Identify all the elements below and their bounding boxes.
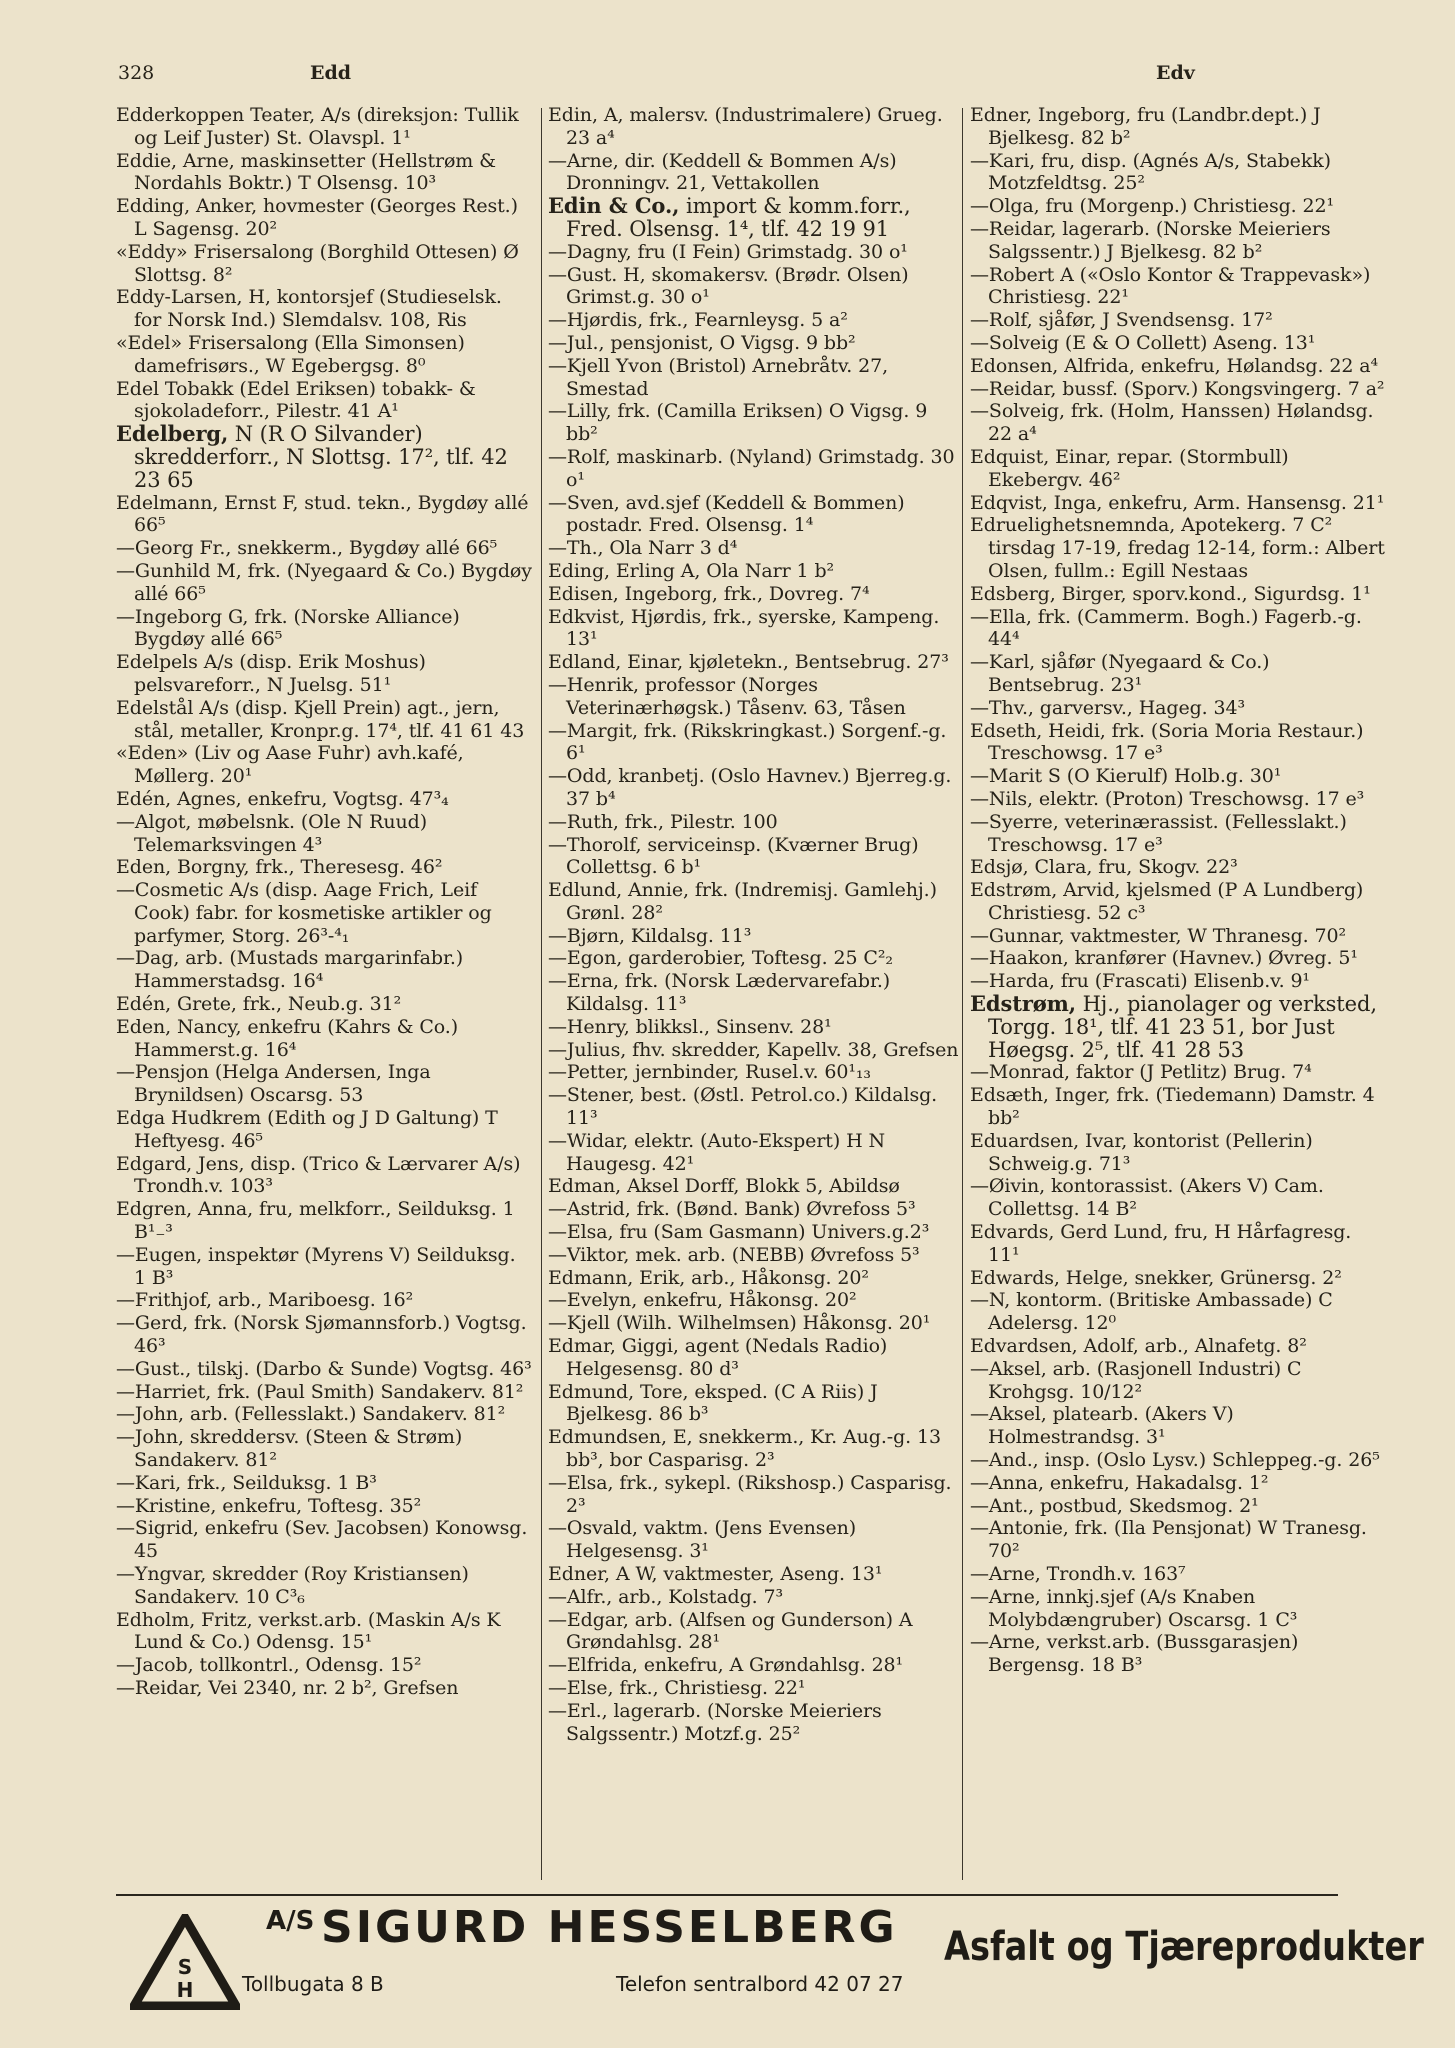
directory-entry: Edqvist, Inga, enkefru, Arm. Hansensg. 21¹ <box>970 491 1385 514</box>
directory-entry: Eddie, Arne, maskinsetter (Hellstrøm & Nordahls Boktr.) T Olsensg. 10³ <box>116 149 496 195</box>
directory-entry: —Rolf, maskinarb. (Nyland) Grimstadg. 30 o¹ <box>548 445 955 491</box>
directory-entry: —Yngvar, skredder (Roy Kristiansen) Sandakerv. 10 C³₆ <box>116 1563 469 1608</box>
directory-entry: Edsjø, Clara, fru, Skogv. 22³ <box>970 856 1238 879</box>
directory-entry: —John, skreddersv. (Steen & Strøm) Sandakerv. 81² <box>116 1426 463 1472</box>
directory-entry: Edelstål A/s (disp. Kjell Prein) agt., jern, stål, metaller, Kronpr.g. 17⁴, tlf. 41 61 43 <box>116 696 525 742</box>
directory-entry: —Monrad, faktor (J Petlitz) Brug. 7⁴ <box>970 1061 1312 1084</box>
directory-entry: —Viktor, mek. arb. (NEBB) Øvrefoss 5³ <box>548 1243 920 1266</box>
directory-entry: —Ella, frk. (Cammerm. Bogh.) Fagerb.-g. 44⁴ <box>970 605 1362 651</box>
directory-entry: —Kristine, enkefru, Toftesg. 35² <box>116 1494 422 1517</box>
directory-entry: Edvards, Gerd Lund, fru, H Hårfagresg. 11¹ <box>970 1221 1352 1266</box>
guide-word-first: Edd <box>310 62 352 84</box>
directory-entry: Edonsen, Alfrida, enkefru, Hølandsg. 22 a⁴ <box>970 354 1379 377</box>
directory-entry: —Harriet, frk. (Paul Smith) Sandakerv. 81² <box>116 1380 524 1403</box>
directory-entry: Edel Tobakk (Edel Eriksen) tobakk- & sjokoladeforr., Pilestr. 41 A¹ <box>116 377 476 423</box>
advertisement-divider <box>116 1894 1338 1896</box>
directory-entry: —Egon, garderobier, Toftesg. 25 C²₂ <box>548 947 893 970</box>
directory-entry: —Evelyn, enkefru, Håkonsg. 20² <box>548 1289 857 1312</box>
directory-entry: —Jul., pensjonist, O Vigsg. 9 bb² <box>548 331 856 354</box>
directory-entry: —John, arb. (Fellesslakt.) Sandakerv. 81² <box>116 1403 506 1426</box>
directory-entry: Edgard, Jens, disp. (Trico & Lærvarer A/s) Trondh.v. 103³ <box>116 1152 521 1198</box>
directory-entry: —Stener, best. (Østl. Petrol.co.) Kildalsg. 11³ <box>548 1084 938 1130</box>
advertisement <box>116 1900 1424 2020</box>
directory-entry: Edmundsen, E, snekkerm., Kr. Aug.-g. 13 bb³, bor Casparisg. 2³ <box>548 1426 942 1472</box>
directory-entry: —Dag, arb. (Mustads margarinfabr.) Hammerstadsg. 16⁴ <box>116 947 464 993</box>
directory-entry: —Gerd, frk. (Norsk Sjømannsforb.) Vogtsg. 46³ <box>116 1312 527 1358</box>
directory-columns <box>116 104 1385 1886</box>
directory-entry: —Marit S (O Kierulf) Holb.g. 30¹ <box>970 765 1282 788</box>
directory-entry: —Thv., garversv., Hageg. 34³ <box>970 696 1246 719</box>
directory-entry: —Kari, frk., Seilduksg. 1 B³ <box>116 1471 377 1494</box>
entry-name-bold: Edin & Co., <box>548 193 680 219</box>
directory-entry: Edin, A, malersv. (Industrimalere) Grueg. 23 a⁴ <box>548 104 943 149</box>
company-phone: Telefon sentralbord 42 07 27 <box>616 1972 904 1996</box>
directory-entry: —Julius, fhv. skredder, Kapellv. 38, Grefsen <box>548 1038 959 1061</box>
page-header <box>118 62 1398 90</box>
directory-entry: —Nils, elektr. (Proton) Treschowsg. 17 e³ <box>970 787 1365 810</box>
directory-entry: —Antonie, frk. (Ila Pensjonat) W Tranesg. 70² <box>970 1517 1367 1563</box>
directory-entry: Edmar, Giggi, agent (Nedals Radio) Helgesensg. 80 d³ <box>548 1335 888 1380</box>
directory-entry: —Aksel, platearb. (Akers V) Holmestrandsg. 3¹ <box>970 1403 1234 1449</box>
directory-entry: —Th., Ola Narr 3 d⁴ <box>548 537 738 560</box>
directory-entry: Eding, Erling A, Ola Narr 1 b² <box>548 559 835 582</box>
directory-entry: «Eden» (Liv og Aase Fuhr) avh.kafé, Møllerg. 20¹ <box>116 742 464 788</box>
directory-entry: —Kjell (Wilh. Wilhelmsen) Håkonsg. 20¹ <box>548 1312 931 1335</box>
logo-letter-h: H <box>176 1978 194 2002</box>
directory-entry: —Arne, dir. (Keddell & Bommen A/s) Dronningv. 21, Vettakollen <box>548 149 897 195</box>
directory-entry: —Reidar, bussf. (Sporv.) Kongsvingerg. 7 a² <box>970 377 1385 400</box>
directory-entry: —Georg Fr., snekkerm., Bygdøy allé 66⁵ <box>116 537 498 560</box>
directory-entry: —Kari, fru, disp. (Agnés A/s, Stabekk) Motzfeldtsg. 25² <box>970 149 1331 195</box>
directory-column-2 <box>548 104 960 1886</box>
directory-entry: —Sigrid, enkefru (Sev. Jacobsen) Konowsg. 45 <box>116 1517 528 1563</box>
directory-entry: Edga Hudkrem (Edith og J D Galtung) T Heftyesg. 46⁵ <box>116 1107 498 1152</box>
directory-column-3 <box>970 104 1388 1886</box>
directory-entry: —Frithjof, arb., Mariboesg. 16² <box>116 1289 414 1312</box>
directory-entry: Edsberg, Birger, sporv.kond., Sigurdsg. 1¹ <box>970 582 1371 605</box>
directory-entry: Edner, Ingeborg, fru (Landbr.dept.) J Bjelkesg. 82 b² <box>970 104 1321 149</box>
directory-entry: —Anna, enkefru, Hakadalsg. 1² <box>970 1471 1269 1494</box>
triangle-logo-icon <box>130 1914 240 2010</box>
directory-entry: —Elsa, fru (Sam Gasmann) Univers.g.2³ <box>548 1221 930 1244</box>
company-name: SIGURD HESSELBERG <box>321 1902 898 1953</box>
directory-entry: —Jacob, tollkontrl., Odensg. 15² <box>116 1654 422 1677</box>
directory-entry: —Ruth, frk., Pilestr. 100 <box>548 810 778 833</box>
directory-entry: Edmann, Erik, arb., Håkonsg. 20² <box>548 1266 869 1289</box>
directory-entry: —Astrid, frk. (Bønd. Bank) Øvrefoss 5³ <box>548 1198 916 1221</box>
directory-entry: —Øivin, kontorassist. (Akers V) Cam. Collettsg. 14 B² <box>970 1175 1324 1221</box>
directory-entry: —Thorolf, serviceinsp. (Kværner Brug) Collettsg. 6 b¹ <box>548 833 919 879</box>
directory-entry: Edén, Grete, frk., Neub.g. 31² <box>116 993 402 1016</box>
directory-entry: Edén, Agnes, enkefru, Vogtsg. 47³₄ <box>116 787 449 810</box>
directory-entry: —Pensjon (Helga Andersen, Inga Brynildsen) Oscarsg. 53 <box>116 1061 431 1107</box>
directory-entry: Edland, Einar, kjøletekn., Bentsebrug. 27³ <box>548 651 949 674</box>
directory-entry: Edding, Anker, hovmester (Georges Rest.) L Sagensg. 20² <box>116 195 518 240</box>
entry-name-bold: Edelberg, <box>116 421 229 447</box>
directory-entry: —Olga, fru (Morgenp.) Christiesg. 22¹ <box>970 195 1335 218</box>
directory-entry: —Kjell Yvon (Bristol) Arnebråtv. 27, Smestad <box>548 354 889 400</box>
directory-entry: Eddy-Larsen, H, kontorsjef (Studieselsk. for Norsk Ind.) Slemdalsv. 108, Ris <box>116 286 502 332</box>
directory-entry: —Henrik, professor (Norges Veterinærhøgsk.) Tåsenv. 63, Tåsen <box>548 673 906 719</box>
directory-entry: Edman, Aksel Dorff, Blokk 5, Abildsø <box>548 1175 900 1198</box>
directory-entry: Eden, Borgny, frk., Theresesg. 46² <box>116 856 443 879</box>
logo-letter-s: S <box>177 1955 193 1979</box>
directory-entry: —Henry, blikksl., Sinsenv. 28¹ <box>548 1015 832 1038</box>
directory-entry: Edvardsen, Adolf, arb., Alnafetg. 8² <box>970 1335 1307 1358</box>
directory-entry: Edin & Co., import & komm.forr., Fred. Olsensg. 1⁴, tlf. 42 19 91 <box>548 193 911 241</box>
directory-entry: Edgren, Anna, fru, melkforr., Seilduksg. 1 B¹₋³ <box>116 1198 515 1244</box>
directory-entry: —Dagny, fru (I Fein) Grimstadg. 30 o¹ <box>548 240 908 263</box>
guide-word-last: Edv <box>1156 62 1195 84</box>
company-address: Tollbugata 8 B <box>242 1972 384 1996</box>
directory-entry: —Hjørdis, frk., Fearnleysg. 5 a² <box>548 309 848 332</box>
directory-entry: Edisen, Ingeborg, frk., Dovreg. 7⁴ <box>548 582 870 605</box>
directory-entry: Edderkoppen Teater, A/s (direksjon: Tullik og Leif Juster) St. Olavspl. 1¹ <box>116 104 519 149</box>
directory-entry: «Eddy» Frisersalong (Borghild Ottesen) Ø Slottsg. 8² <box>116 240 519 286</box>
directory-entry: —Osvald, vaktm. (Jens Evensen) Helgesensg. 3¹ <box>548 1517 857 1563</box>
directory-entry: Edquist, Einar, repar. (Stormbull) Ekebergv. 46² <box>970 445 1289 491</box>
directory-entry: —Gunnar, vaktmester, W Thranesg. 70² <box>970 924 1347 947</box>
directory-entry: —Erl., lagerarb. (Norske Meieriers Salgssentr.) Motzf.g. 25² <box>548 1699 882 1745</box>
directory-entry: Edsæth, Inger, frk. (Tiedemann) Damstr. 4 bb² <box>970 1084 1375 1130</box>
directory-entry: Edwards, Helge, snekker, Grünersg. 2² <box>970 1266 1342 1289</box>
directory-entry: —Eugen, inspektør (Myrens V) Seilduksg. 1 B³ <box>116 1243 516 1289</box>
directory-entry: —Alfr., arb., Kolstadg. 7³ <box>548 1585 784 1608</box>
directory-entry: —Ingeborg G, frk. (Norske Alliance) Bygdøy allé 66⁵ <box>116 605 460 651</box>
directory-entry: Edkvist, Hjørdis, frk., syerske, Kampeng. 13¹ <box>548 605 940 651</box>
directory-entry: —Odd, kranbetj. (Oslo Havnev.) Bjerreg.g. 37 b⁴ <box>548 765 952 810</box>
directory-entry: —Gust., tilskj. (Darbo & Sunde) Vogtsg. 46³ <box>116 1357 532 1380</box>
company-products: Asfalt og Tjæreprodukter <box>944 1924 1424 1970</box>
directory-entry: Edstrøm, Arvid, kjelsmed (P A Lundberg) Christiesg. 52 c³ <box>970 879 1364 924</box>
directory-entry: —Arne, innkj.sjef (A/s Knaben Molybdængruber) Oscarsg. 1 C³ <box>970 1585 1298 1631</box>
directory-entry: —Algot, møbelsnk. (Ole N Ruud) Telemarksvingen 4³ <box>116 810 428 856</box>
directory-entry: —Arne, verkst.arb. (Bussgarasjen) Bergensg. 18 B³ <box>970 1631 1299 1677</box>
directory-entry: —Aksel, arb. (Rasjonell Industri) C Krohgsg. 10/12² <box>970 1357 1302 1403</box>
directory-entry: «Edel» Frisersalong (Ella Simonsen) damefrisørs., W Egebergsg. 8⁰ <box>116 331 465 377</box>
directory-entry: —Widar, elektr. (Auto-Ekspert) H N Haugesg. 42¹ <box>548 1129 886 1175</box>
directory-entry: —Solveig, frk. (Holm, Hanssen) Hølandsg. 22 a⁴ <box>970 400 1374 446</box>
directory-entry: Edelberg, N (R O Silvander) skredderforr., N Slottsg. 17², tlf. 42 23 65 <box>116 421 508 492</box>
directory-entry: —Elsa, frk., sykepl. (Rikshosp.) Casparisg. 2³ <box>548 1471 952 1517</box>
directory-entry: Eduardsen, Ivar, kontorist (Pellerin) Schweig.g. 71³ <box>970 1129 1313 1175</box>
directory-entry: Edner, A W, vaktmester, Aseng. 13¹ <box>548 1563 883 1585</box>
directory-entry: Edruelighetsnemnda, Apotekerg. 7 C² tirsdag 17-19, fredag 12-14, form.: Albert Olsen, fullm.: Egill Nestaas <box>970 514 1385 582</box>
directory-entry: Eden, Nancy, enkefru (Kahrs & Co.) Hammerst.g. 16⁴ <box>116 1015 459 1061</box>
directory-entry: —Petter, jernbinder, Rusel.v. 60¹₁₃ <box>548 1061 871 1084</box>
directory-entry: —Syerre, veterinærassist. (Fellesslakt.) Treschowsg. 17 e³ <box>970 810 1347 856</box>
directory-entry: —Cosmetic A/s (disp. Aage Frich, Leif Cook) fabr. for kosmetiske artikler og parfymer, Storg. 26³-⁴₁ <box>116 879 492 947</box>
directory-entry: —Gust. H, skomakersv. (Brødr. Olsen) Grimst.g. 30 o¹ <box>548 263 909 309</box>
directory-entry: —And., insp. (Oslo Lysv.) Schleppeg.-g. 26⁵ <box>970 1449 1380 1472</box>
directory-entry: —Else, frk., Christiesg. 22¹ <box>548 1676 806 1699</box>
directory-entry: —Gunhild M, frk. (Nyegaard & Co.) Bygdøy allé 66⁵ <box>116 559 532 605</box>
directory-entry: —Arne, Trondh.v. 163⁷ <box>970 1563 1186 1585</box>
directory-entry: —Rolf, sjåfør, J Svendsensg. 17² <box>970 309 1273 332</box>
directory-entry: —Lilly, frk. (Camilla Eriksen) O Vigsg. 9 bb² <box>548 400 928 446</box>
directory-entry: —Karl, sjåfør (Nyegaard & Co.) Bentsebrug. 23¹ <box>970 651 1270 696</box>
directory-entry: Edseth, Heidi, frk. (Soria Moria Restaur.) Treschowsg. 17 e³ <box>970 719 1364 765</box>
directory-entry: Edmund, Tore, eksped. (C A Riis) J Bjelkesg. 86 b³ <box>548 1380 878 1426</box>
directory-entry: —Robert A («Oslo Kontor & Trappevask») Christiesg. 22¹ <box>970 263 1371 309</box>
directory-entry: —Ant., postbud, Skedsmog. 2¹ <box>970 1494 1259 1517</box>
directory-entry: Edstrøm, Hj., pianolager og verksted, Torgg. 18¹, tlf. 41 23 51, bor Just Høegsg. 2⁵, tlf. 41 28 53 <box>970 991 1377 1062</box>
directory-entry: Edholm, Fritz, verkst.arb. (Maskin A/s K Lund & Co.) Odensg. 15¹ <box>116 1608 501 1654</box>
directory-column-1 <box>116 104 532 1886</box>
directory-entry: —Haakon, kranfører (Havnev.) Øvreg. 5¹ <box>970 947 1358 970</box>
directory-entry: —Solveig (E & O Collett) Aseng. 13¹ <box>970 331 1316 354</box>
directory-entry: —Bjørn, Kildalsg. 11³ <box>548 924 752 947</box>
entry-name-bold: Edstrøm, <box>970 991 1077 1017</box>
directory-entry: —Margit, frk. (Rikskringkast.) Sorgenf.-g. 6¹ <box>548 719 947 765</box>
company-prefix: A/S <box>266 1906 315 1936</box>
directory-entry: —Reidar, lagerarb. (Norske Meieriers Salgssentr.) J Bjelkesg. 82 b² <box>970 217 1331 263</box>
directory-entry: —Harda, fru (Frascati) Elisenb.v. 9¹ <box>970 970 1310 993</box>
directory-entry: —Elfrida, enkefru, A Grøndahlsg. 28¹ <box>548 1654 904 1677</box>
directory-entry: —Sven, avd.sjef (Keddell & Bommen) postadr. Fred. Olsensg. 1⁴ <box>548 491 905 537</box>
directory-entry: Edlund, Annie, frk. (Indremisj. Gamlehj.) Grønl. 28² <box>548 879 937 924</box>
directory-entry: —Edgar, arb. (Alfsen og Gunderson) A Grøndahlsg. 28¹ <box>548 1608 913 1654</box>
directory-entry: Edelpels A/s (disp. Erik Moshus) pelsvareforr., N Juelsg. 51¹ <box>116 651 426 696</box>
directory-entry: —Erna, frk. (Norsk Lædervarefabr.) Kildalsg. 11³ <box>548 970 891 1016</box>
directory-entry: Edelmann, Ernst F, stud. tekn., Bygdøy allé 66⁵ <box>116 491 529 537</box>
directory-entry: —N, kontorm. (Britiske Ambassade) C Adelersg. 12⁰ <box>970 1289 1333 1335</box>
directory-entry: —Reidar, Vei 2340, nr. 2 b², Grefsen <box>116 1676 459 1699</box>
page-number: 328 <box>118 62 155 84</box>
